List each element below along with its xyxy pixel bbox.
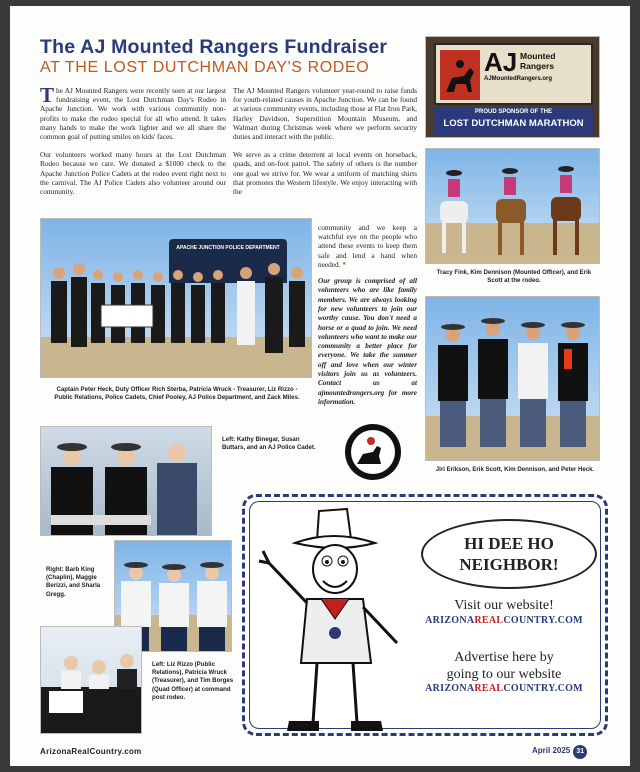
caption-four-rangers: Jiri Erikson, Erik Scott, Kim Dennison, and Peter Heck. — [435, 466, 595, 473]
article-column-2 — [233, 86, 417, 196]
article-paragraph-4: We serve as a crime deterrent at local events on horseback, quads, and on-foot patrol. The safety of others is the number one goal we strive for. We wear a uniform of matching shirts that promotes the Western lifestyle. We enjoy interacting with the — [233, 150, 417, 197]
rangers-logo-icon — [345, 424, 401, 480]
article-subtitle: AT THE LOST DUTCHMAN DAY'S RODEO — [40, 59, 370, 76]
footer-site: ArizonaRealCountry.com — [40, 747, 142, 756]
four-people-illustration — [426, 297, 600, 461]
banner-mounted: Mounted — [520, 51, 556, 61]
ad-visit-text: Visit our website! — [454, 598, 554, 613]
cartoon-cowboy-icon — [257, 503, 407, 733]
ad-website-link-2[interactable]: ARIZONAREALCOUNTRY.COM — [425, 683, 583, 694]
caption-check: Captain Peter Heck, Duty Officer Rich Sterba, Patricia Wruck - Treasurer, Liz Rizzo - Public Relations, Police Cadets, Chief Pooley, AJ Police Department, and Zack Miles. — [54, 386, 300, 402]
banner-sign — [434, 43, 593, 105]
ad-advertise-line-1: Advertise here by — [454, 650, 554, 665]
end-mark: * — [342, 259, 346, 269]
caption-horses: Tracy Fink, Kim Dennison (Mounted Officer), and Erik Scott at the rodeo. — [436, 269, 592, 285]
sponsor-banner-photo — [425, 36, 600, 138]
bubble-line-2: NEIGHBOR! — [459, 555, 559, 574]
group-of-people-illustration — [41, 219, 312, 378]
ad-advertise-line-2: going to our website — [446, 667, 562, 682]
kathy-photo — [40, 426, 212, 536]
page-number: 31 — [573, 745, 587, 759]
article-paragraph-4-end: community and we keep a watchful eye on the people who attend these events to keep them safe and lend a hand when needed. — [318, 223, 417, 269]
drop-cap: T — [40, 83, 55, 107]
article-column-1 — [40, 83, 226, 205]
arizona-real-country-ad[interactable] — [242, 494, 608, 736]
tent-sign: APACHE JUNCTION POLICE DEPARTMENT — [176, 245, 280, 251]
caption-kathy: Left: Kathy Binegar, Susan Buttars, and an AJ Police Cadet. — [222, 436, 316, 452]
speech-bubble — [421, 519, 597, 589]
liz-photo — [40, 626, 142, 734]
banner-event-text: LOST DUTCHMAN MARATHON — [443, 118, 584, 129]
command-post-illustration — [41, 627, 142, 734]
caption-barb: Right: Barb King (Chaplin), Maggie Berizzi, and Sharla Gregg. — [46, 566, 101, 598]
mounted-officers-photo — [425, 148, 600, 264]
ad-website-link[interactable]: ARIZONAREALCOUNTRY.COM — [425, 615, 583, 626]
article-paragraph-2: Our volunteers worked many hours at the Lost Dutchman Rodeo because we care. We donated a $1000 check to the Apache Junction Police Cadets at the rodeo event right next to the carnival. The AJ Police Cadets also volunteer around our community. — [40, 150, 226, 197]
banner-rangers: Rangers — [520, 60, 555, 71]
article-paragraph-3: The AJ Mounted Rangers volunteer year-round to raise funds for youth-related causes in Apache Junction. We can be found at various community events, including those at Flat Iron Park, Harley Davidson, Superstition Mountain Museum, and Walmart during Christmas week where we perform security duties and interact with the public. — [233, 86, 417, 142]
four-rangers-photo — [425, 296, 600, 461]
cowboy-horse-logo-icon — [440, 50, 480, 100]
ad-visit-block — [409, 597, 599, 626]
rangers-logo — [345, 424, 401, 480]
banner-sponsor-strip — [434, 107, 593, 135]
bubble-line-1: HI DEE HO — [464, 534, 554, 553]
horses-illustration — [426, 149, 600, 264]
banner-sponsor-text: PROUD SPONSOR OF THE — [474, 109, 552, 115]
three-people-illustration — [41, 427, 212, 536]
banner-aj: AJ — [484, 47, 518, 77]
ad-advertise-block — [409, 649, 599, 694]
caption-liz: Left: Liz Rizzo (Public Relations), Patricia Wruck (Treasurer), and Tim Borges (Quad Officer) at command post rodeo. — [152, 661, 234, 701]
footer-issue-date: April 2025 — [532, 746, 571, 755]
check-presentation-photo — [40, 218, 312, 378]
article-column-2-continued — [318, 223, 417, 416]
footer-issue — [532, 745, 587, 759]
banner-url: AJMountedRangers.org — [484, 76, 553, 82]
magazine-page — [10, 6, 630, 766]
article-paragraph-1: The AJ Mounted Rangers were recently seen at our largest fundraising event, the Lost Dutchman Day's Rodeo in Apache Junction. We work with various community non-profits to make the rodeo special for all who attend. It takes many hands to make the work lighter and we all share the common goal of putting smiles on kids' faces. — [40, 83, 226, 142]
volunteer-callout: Our group is comprised of all volunteers who are like family members. We are always looking for new volunteers to join our worthy cause. You don't need a horse or a quad to join. We need volunteers who want to make our community a better place for everyone. We take the summer off and love when our winter visitors join us as volunteers. Contact us at ajmountedrangers.org for more information. — [318, 277, 417, 406]
article-title: The AJ Mounted Rangers Fundraiser — [40, 36, 388, 58]
